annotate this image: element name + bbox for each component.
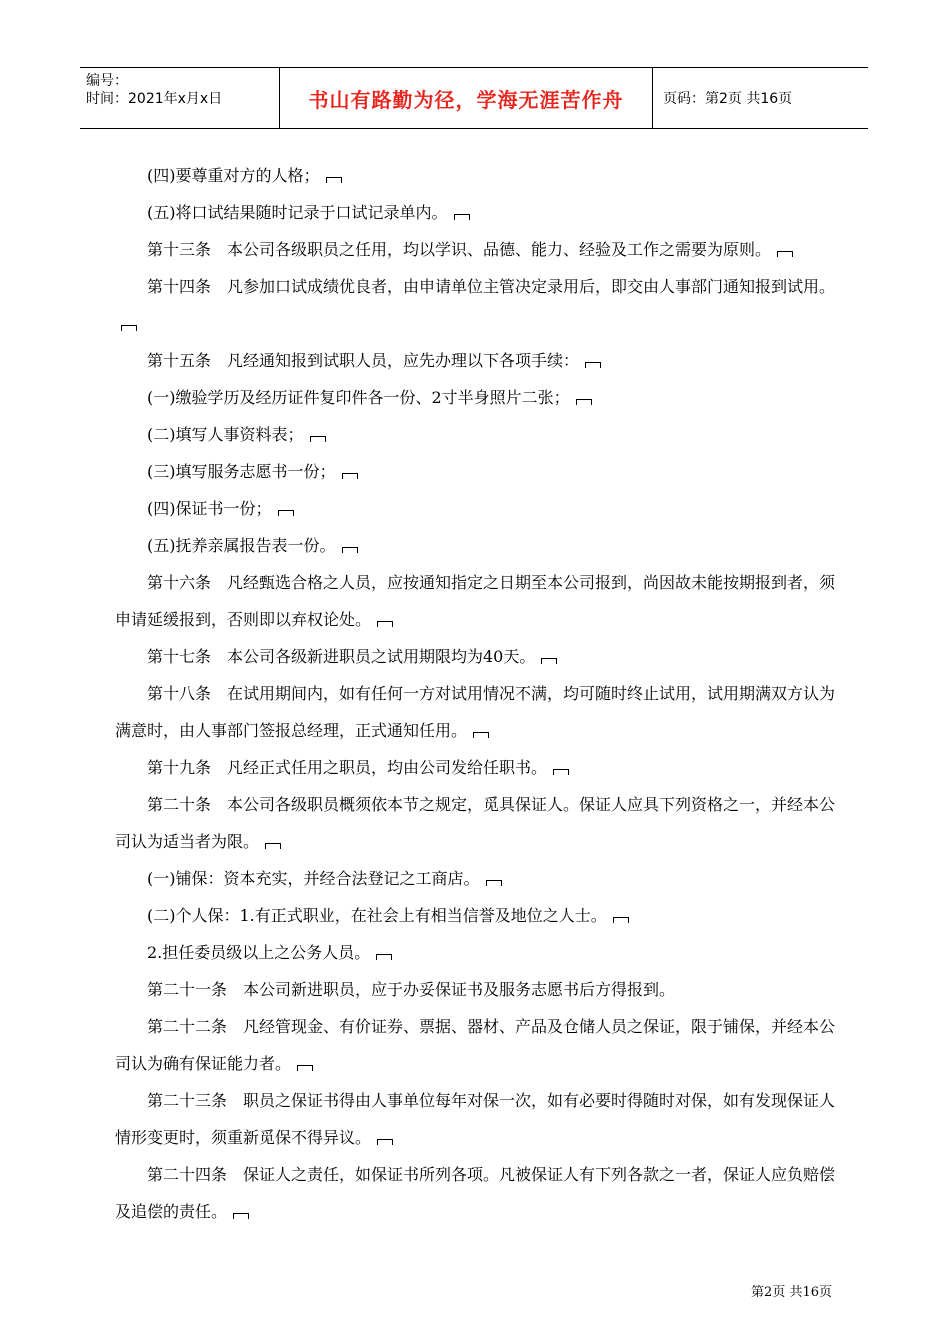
paragraph [115, 379, 835, 416]
paragraph-text: 第十四条 凡参加口试成绩优良者，由申请单位主管决定录用后，即交由人事部门通知报到试用。 [147, 277, 836, 296]
paragraph-text: 第十七条 本公司各级新进职员之试用期限均为40天。 [147, 647, 536, 666]
paragraph [115, 860, 835, 897]
paragraph [115, 897, 835, 934]
paragraph [115, 490, 835, 527]
paragraph [115, 1082, 835, 1156]
paragraph-text: 第十三条 本公司各级职员之任用，均以学识、品德、能力、经验及工作之需要为原则。 [147, 240, 772, 259]
paragraph-text: (一)铺保：资本充实，并经合法登记之工商店。 [147, 869, 480, 888]
header-meta [80, 68, 280, 128]
header-page-code: 页码：第2页 共16页 [663, 91, 793, 107]
paragraph [115, 342, 835, 379]
paragraph-mark-icon [233, 1213, 249, 1219]
paragraph-mark-icon [553, 769, 569, 775]
paragraph-mark-icon [576, 399, 592, 405]
paragraph-mark-icon [121, 325, 137, 331]
paragraph-mark-icon [486, 880, 502, 886]
paragraph [115, 934, 835, 971]
paragraph-text: 第十五条 凡经通知报到试职人员，应先办理以下各项手续： [147, 351, 580, 370]
paragraph [115, 971, 835, 1008]
paragraph-text: 第二十三条 职员之保证书得由人事单位每年对保一次，如有必要时得随时对保，如有发现保证人情形变更时，须重新觅保不得异议。 [115, 1091, 836, 1147]
number-label: 编号： [86, 73, 128, 89]
paragraph-text: (三)填写服务志愿书一份； [147, 462, 336, 481]
paragraph-text: 第十九条 凡经正式任用之职员，均由公司发给任职书。 [147, 758, 548, 777]
paragraph-text: (四)保证书一份； [147, 499, 272, 518]
paragraph [115, 453, 835, 490]
paragraph-mark-icon [265, 843, 281, 849]
paragraph [115, 268, 835, 342]
paragraph-mark-icon [310, 436, 326, 442]
paragraph-mark-icon [377, 621, 393, 627]
paragraph [115, 749, 835, 786]
paragraph-mark-icon [377, 1139, 393, 1145]
paragraph-text: 第二十条 本公司各级职员概须依本节之规定，觅具保证人。保证人应具下列资格之一，并经本公司认为适当者为限。 [115, 795, 836, 851]
paragraph-mark-icon [297, 1065, 313, 1071]
paragraph [115, 157, 835, 194]
paragraph-mark-icon [777, 251, 793, 257]
paragraph-mark-icon [342, 473, 358, 479]
paragraph-text: (五)抚养亲属报告表一份。 [147, 536, 336, 555]
paragraph-mark-icon [326, 177, 342, 183]
paragraph-text: (二)个人保：1.有正式职业，在社会上有相当信誉及地位之人士。 [147, 906, 607, 925]
page-footer: 第2页 共16页 [751, 1285, 832, 1300]
paragraph-mark-icon [342, 547, 358, 553]
paragraph-text: (一)缴验学历及经历证件复印件各一份、2寸半身照片二张； [147, 388, 570, 407]
paragraph [115, 1156, 835, 1230]
paragraph-mark-icon [454, 214, 470, 220]
document-header [80, 67, 868, 129]
paragraph-text: 2.担任委员级以上之公务人员。 [147, 943, 371, 962]
paragraph-text: 第十六条 凡经甄选合格之人员，应按通知指定之日期至本公司报到，尚因故未能按期报到者，须申请延缓报到，否则即以弃权论处。 [115, 573, 836, 629]
paragraph-mark-icon [541, 658, 557, 664]
paragraph [115, 786, 835, 860]
paragraph [115, 638, 835, 675]
paragraph-mark-icon [278, 510, 294, 516]
paragraph-mark-icon [376, 954, 392, 960]
paragraph [115, 231, 835, 268]
paragraph-text: (五)将口试结果随时记录于口试记录单内。 [147, 203, 448, 222]
date-label: 时间：2021年x月x日 [86, 91, 223, 107]
paragraph [115, 1008, 835, 1082]
paragraph-mark-icon [585, 362, 601, 368]
paragraph-text: 第二十二条 凡经管现金、有价证券、票据、器材、产品及仓储人员之保证，限于铺保，并经本公司认为确有保证能力者。 [115, 1017, 836, 1073]
header-motto: 书山有路勤为径，学海无涯苦作舟 [280, 68, 653, 128]
paragraph-text: 第二十四条 保证人之责任，如保证书所列各项。凡被保证人有下列各款之一者，保证人应负赔偿及追偿的责任。 [115, 1165, 836, 1221]
paragraph [115, 416, 835, 453]
paragraph-text: (二)填写人事资料表； [147, 425, 304, 444]
paragraph [115, 527, 835, 564]
paragraph-text: (四)要尊重对方的人格； [147, 166, 320, 185]
paragraph-text: 第十八条 在试用期间内，如有任何一方对试用情况不满，均可随时终止试用，试用期满双方认为满意时，由人事部门签报总经理，正式通知任用。 [115, 684, 836, 740]
paragraph [115, 564, 835, 638]
paragraph [115, 194, 835, 231]
paragraph-text: 第二十一条 本公司新进职员，应于办妥保证书及服务志愿书后方得报到。 [147, 980, 676, 999]
paragraph-mark-icon [613, 917, 629, 923]
paragraph-mark-icon [473, 732, 489, 738]
document-body [115, 157, 835, 1230]
paragraph [115, 675, 835, 749]
